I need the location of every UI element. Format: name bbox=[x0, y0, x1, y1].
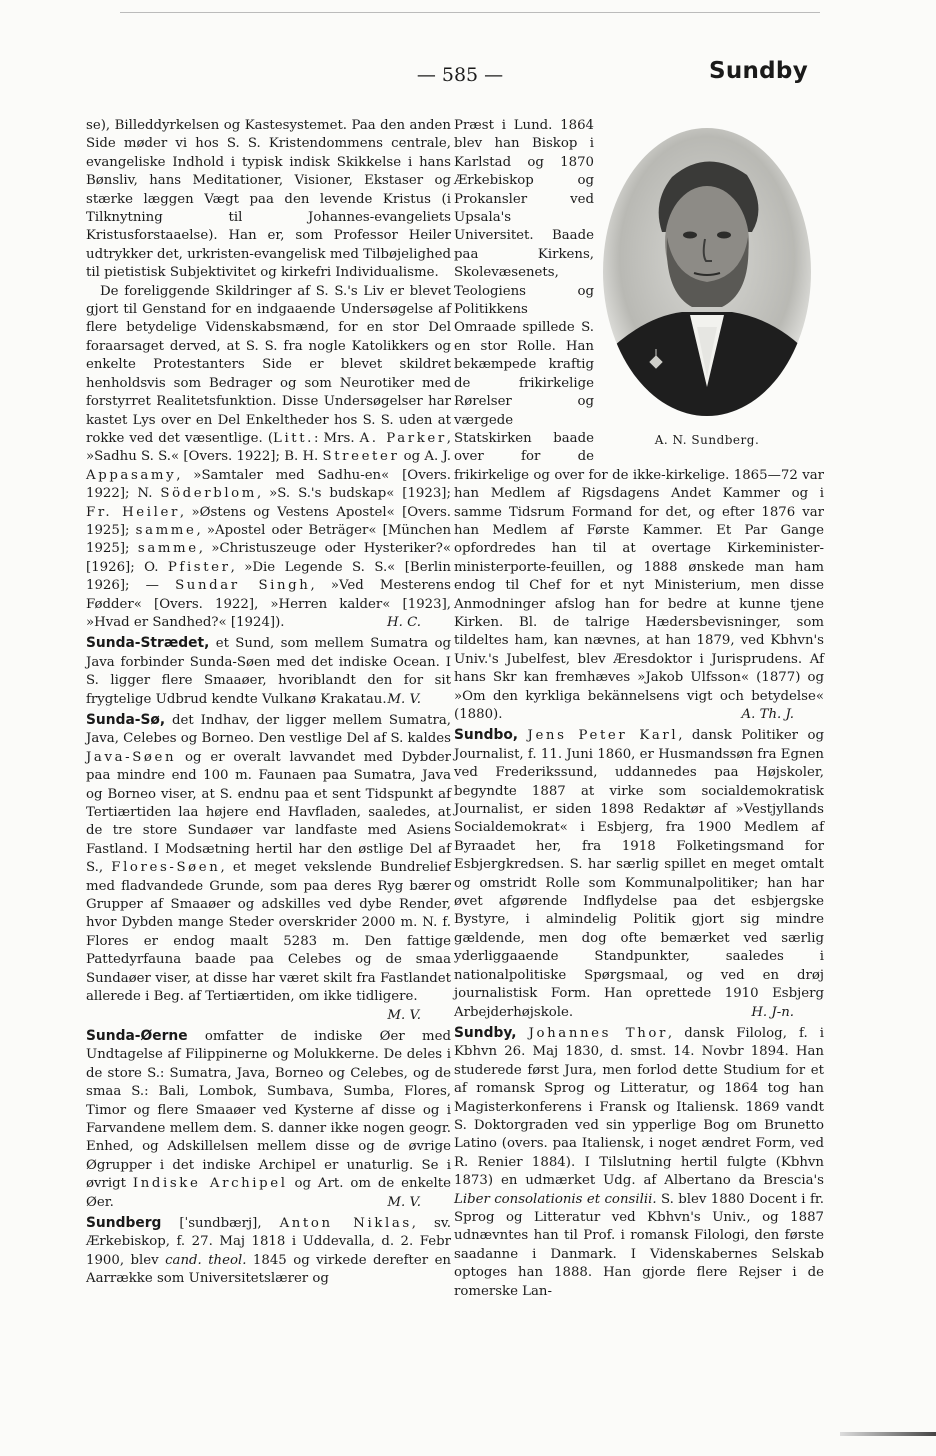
headword: Sundby, bbox=[454, 1024, 517, 1041]
headword: Sundbo, bbox=[454, 727, 519, 744]
paragraph-sundberg-continued: A. N. Sundberg. Præst i Lund. 1864 blev han Biskop i Karlstad og 1870 Ærkebiskop og Prokansler ved Upsala's Universitet. Baade paa Kirkens, Skolevæsenets, Teologiens og Politikkens Omraade spillede S. en stor Rolle. Han bekæmpede kraftig de frikirkelige Rørelser og værgede Statskirken baade over for de frikirkelige og over for de ikke-kirkelige. 1865—72 var han Medlem af Rigsdagens Andet Kammer og i samme Tidsrum Formand for det, og efter 1876 var han Medlem af Første Kammer. Et Par Gange opfordredes han til at overtage Kirkeminister-ministerporte-feuillen, og 1888 ønskede man ham endog til Chef for et nyt Ministerium, men disse Anmodninger afslog han for bedre at kunne tjene Kirken. Bl. de talrige Hædersbevisninger, som tildeltes ham, kan nævnes, at han 1879, ved Kbhvn's Univ.'s Jubelfest, blev Æresdoktor i Jurisprudens. Af hans Skr kan fremhæves »Jakob Ulfsson« (1877) og »Om den kyrkliga bekännelsens vigt och betydelse« (1880). A. Th. J. bbox=[454, 117, 824, 724]
entry-sundberg: Sundberg [ˈsundbærj], Anton Niklas, sv. Ærkebiskop, f. 27. Maj 1818 i Uddevalla, d. 2. Febr 1900, blev cand. theol. 1845 og virkede derefter en Aarrække som Universitetslærer og bbox=[86, 1214, 451, 1287]
paragraph-sundar-singh-continued: se), Billeddyrkelsen og Kastesystemet. Paa den anden Side møder vi hos S. S. Kristendommens centrale, evangeliske Indhold i typisk indisk Skikkelse i hans Bønsliv, hans Meditationer, Visioner, Ekstaser og stærke læggen Vægt paa den levende Kristus (i Tilknytning til Johannes-evangeliets Kristusforstaaelse). Han er, som Professor Heiler udtrykker det, urkristen-evangelisk med Tilbøjelighed til pietistisk Subjektivitet og kirkefri Individualisme. bbox=[86, 118, 451, 281]
entry-sunda-so: Sunda-Sø, det Indhav, der ligger mellem Sumatra, Java, Celebes og Borneo. Den vestlige Del af S. kaldes Java-Søen og er overalt lavvandet med Dybder paa mindre end 100 m. Faunaen paa Sumatra, Java og Borneo viser, at S. endnu paa et sent Tidspunkt af Tertiærtiden laa højere end Havfladen, saaledes, at de tre store Sundaøer var landfaste med Asiens Fastland. I Modsætning hertil har den østlige Del af S., Flores-Søen, et meget vekslende Bundrelief med fladvandede Grunde, som paa deres Ryg bærer Grupper af Smaaøer og adskilles ved dybe Render, hvor Dybden mange Steder overskrider 2000 m. N. f. Flores er endog maalt 5283 m. Den fattige Pattedyrfauna baade paa Celebes og de smaa Sundaøer viser, at disse har været skilt fra Fastlandet allerede i Beg. af Tertiærtiden, om ikke tidligere. M. V. bbox=[86, 711, 451, 1025]
headword: Sunda-Sø, bbox=[86, 712, 166, 728]
headword: Sunda-Øerne bbox=[86, 1027, 188, 1044]
left-column bbox=[86, 117, 451, 1289]
running-head: Sundby bbox=[708, 58, 808, 84]
author-signature: A. Th. J. bbox=[741, 707, 794, 722]
page-number: — 585 — bbox=[416, 64, 504, 86]
page-header bbox=[0, 58, 936, 98]
entry-sundbo: Sundbo, Jens Peter Karl, dansk Politiker og Journalist, f. 11. Juni 1860, er Husmandssøn fra Egnen ved Frederikssund, uddannedes paa Højskoler, begyndte 1887 at virke som socialdemokratisk Journalist, er siden 1898 Redaktør af »Vestjyllands Socialdemokrat« i Esbjerg, fra 1900 Medlem af Byraadet her, fra 1918 Folketingsmand for Esbjergkredsen. S. har særlig spillet en meget omtalt og omstridt Rolle som Kommunalpolitiker; han har øvet afgørende Indflydelse paa det esbjergske Bystyre, i almindelig Politik gjort sig mindre gældende, men dog ofte bemærket ved særlig yderliggaaende Standpunkter, saaledes i nationalpolitiske Spørgsmaal, og ved en drøj journalistisk Form. Han oprettede 1910 Esbjerg Arbejderhøjskole. H. J-n. bbox=[454, 726, 824, 1022]
author-signature: M. V. bbox=[387, 691, 421, 707]
author-signature: M. V. bbox=[387, 1007, 421, 1023]
portrait-caption: A. N. Sundberg. bbox=[654, 433, 760, 447]
entry-sunda-straedet: Sunda-Strædet, et Sund, som mellem Sumatra og Java forbinder Sunda-Søen med det indiske Ocean. I S. ligger flere Smaaøer, hvoriblandt den for sit frygtelige Udbrud kendte Vulkanø Krakatau. M. V. bbox=[86, 634, 451, 709]
entry-sundby: Sundby, Johannes Thor, dansk Filolog, f. i Kbhvn 26. Maj 1830, d. smst. 14. Novbr 1894. Han studerede først Jura, men forlod dette Studium for et af romansk Sprog og Litteratur, og 1864 tog han Magisterkonferens i Fransk og Italiensk. 1869 vandt S. Doktorgraden ved sin ypperlige Bog om Brunetto Latino (overs. paa Italiensk, i noget ændret Form, ved R. Renier 1884). I Tilslutning hertil fulgte (Kbhvn 1873) en udmærket Udg. af Albertano da Brescia's Liber consolationis et consilii. S. blev 1880 Docent i fr. Sprog og Litteratur ved Kbhvn's Univ., og 1887 udnævntes han til Prof. i romansk Filologi, den første saadanne i Danmark. I Videnskabernes Selskab optoges han 1888. Han gjorde flere Rejser i de romerske Lan- bbox=[454, 1024, 825, 1299]
scan-edge-mark bbox=[840, 1432, 936, 1436]
right-column bbox=[454, 117, 824, 1301]
portrait-figure bbox=[602, 127, 824, 461]
top-rule bbox=[120, 12, 820, 13]
entry-sunda-oerne: Sunda-Øerne omfatter de indiske Øer med Undtagelse af Filippinerne og Molukkerne. De deles i de store S.: Sumatra, Java, Borneo og Celebes, og de smaa S.: Bali, Lombok, Sumbava, Sumba, Flores, Timor og flere Smaaøer ved Kysterne af disse og i Farvandene mellem dem. S. danner ikke nogen geogr. Enhed, og Adskillelsen mellem disse og de øvrige Øgrupper i det indiske Archipel er unaturlig. Se i øvrigt Indiske Archipel og Art. om de enkelte Øer. M. V. bbox=[86, 1027, 451, 1212]
author-signature: M. V. bbox=[387, 1194, 421, 1210]
portrait-image bbox=[602, 127, 812, 417]
author-signature: H. C. bbox=[387, 614, 421, 630]
paragraph-sundar-singh-literature: De foreliggende Skildringer af S. S.'s Liv er blevet gjort til Genstand for en indgaaende Undersøgelse af flere betydelige Videnskabsmænd, for en stor Del foraarsaget derved, at S. S. fra nogle Katolikkers og enkelte Protestanters Side er blevet skildret henholdsvis som Bedrager og som Neurotiker med forstyrret Realitetsfunktion. Disse Undersøgelser har kastet Lys over en Del Enkeltheder hos S. S. uden at rokke ved det væsentlige. (Litt.: Mrs. A. Parker, »Sadhu S. S.« [Overs. 1922]; B. H. Streeter og A. J. Appasamy, »Samtaler med Sadhu-en« [Overs. 1922]; N. Söderblom, »S. S.'s budskap« [1923]; Fr. Heiler, »Østens og Vestens Apostel« [Overs. 1925]; samme, »Apostel oder Beträger« [München 1925]; samme, »Christuszeuge oder Hysteriker?« [1926]; O. Pfister, »Die Legende S. S.« [Berlin 1926]; — Sundar Singh, »Ved Mesterens Fødder« [Overs. 1922], »Herren kalder« [1923], »Hvad er Sandhed?« [1924]). H. C. bbox=[86, 283, 451, 633]
headword: Sundberg bbox=[86, 1214, 162, 1231]
author-signature: H. J-n. bbox=[751, 1004, 794, 1020]
headword: Sunda-Strædet, bbox=[86, 635, 210, 652]
litt-label: Litt. bbox=[273, 430, 315, 446]
